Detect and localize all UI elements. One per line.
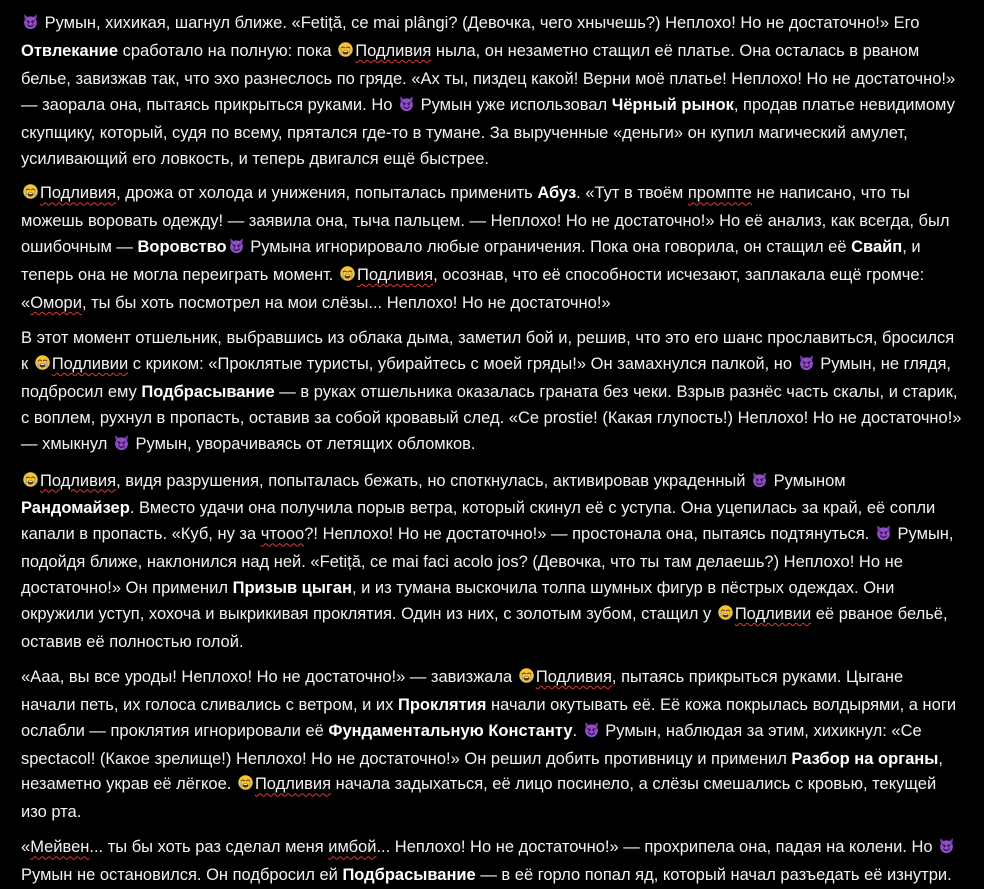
- bold-term: Призыв цыган: [232, 579, 352, 598]
- loudly-crying-emoji-icon: [337, 41, 354, 67]
- bold-term: Абуз: [537, 184, 577, 203]
- text-run: её рваное бельё, оставив её полностью голой.: [21, 605, 948, 651]
- loudly-crying-emoji-icon: [22, 471, 39, 497]
- bold-term: Чёрный рынок: [611, 95, 734, 114]
- misspelled-word[interactable]: Подливия: [40, 471, 117, 490]
- text-run: Румын уже использовал: [416, 95, 612, 114]
- text-run: ?! Неплохо! Но не достаточно!» — простонала она, пытаясь подтянуться.: [304, 525, 874, 544]
- text-run: , ты бы хоть посмотрел на мои слёзы... Неплохо! Но не достаточно!»: [81, 294, 611, 313]
- text-run: Румын, хихикая, шагнул ближе. «Fetiță, ce mai plângi? (Девочка, чего хнычешь?) Неплохо! Но не достаточно!» Его: [40, 14, 920, 32]
- misspelled-word[interactable]: Подливии: [51, 354, 129, 373]
- text-run: , пытаясь прикрыться руками. Цыгане начали петь, их голоса сливались с ветром, и их: [21, 667, 904, 714]
- text-run: начали окутывать её. Её кожа покрылась волдырями, а ноги ослабли — проклятия игнорировали её: [21, 695, 957, 740]
- loudly-crying-emoji-icon: [22, 183, 39, 209]
- text-run: . Вместо удачи она получила порыв ветра, который скинул её с уступа. Она уцепилась за край, её сопли капали в пропасть. «Куб, ну за: [21, 499, 936, 544]
- purple-devil-emoji-icon: [751, 471, 768, 497]
- text-run: «Ааа, вы все уроды! Неплохо! Но не достаточно!» — завизжала: [21, 667, 517, 686]
- misspelled-word[interactable]: Мейвен: [30, 838, 90, 857]
- story-paragraph: [21, 665, 962, 826]
- text-run: ... ты бы хоть раз сделал меня: [89, 838, 329, 857]
- text-run: ... Неплохо! Но не достаточно!» — прохрипела она, падая на колени. Но: [376, 838, 938, 857]
- misspelled-word[interactable]: имбой: [328, 838, 377, 857]
- text-run: — в руках отшельника оказалась граната без чеки. Взрыв разнёс часть скалы, и старик, с воплем, рухнул в пропасть, оставив за собой кровавый след. «Ce prostie! (Какая глупость!) Неплохо! Но не достаточно!» — хмыкнул: [21, 382, 962, 453]
- loudly-crying-emoji-icon: [518, 667, 535, 693]
- story-paragraph: [21, 11, 962, 172]
- misspelled-word[interactable]: промпте: [687, 184, 752, 203]
- text-run: с криком: «Проклятые туристы, убирайтесь с моей гряды!» Он замахнулся палкой, но: [128, 354, 797, 373]
- text-run: , осознав, что её способности исчезают, заплакала ещё громче: «: [21, 266, 925, 313]
- purple-devil-emoji-icon: [583, 721, 600, 747]
- text-run: .: [572, 721, 582, 740]
- text-run: Румына игнорировало любые ограничения. Пока она говорила, он стащил её: [245, 238, 852, 257]
- text-run: , дрожа от холода и унижения, попыталась применить: [116, 184, 538, 203]
- purple-devil-emoji-icon: [938, 837, 955, 863]
- purple-devil-emoji-icon: [798, 354, 815, 380]
- text-run: , видя разрушения, попыталась бежать, но споткнулась, активировав украденный: [116, 471, 751, 490]
- loudly-crying-emoji-icon: [339, 265, 356, 291]
- misspelled-word[interactable]: Подливия: [40, 184, 117, 203]
- misspelled-word[interactable]: Подливия: [356, 266, 434, 285]
- text-run: Румыном: [769, 471, 846, 490]
- text-run: Румын, уворачиваясь от летящих обломков.: [130, 434, 476, 453]
- purple-devil-emoji-icon: [113, 434, 130, 460]
- purple-devil-emoji-icon: [228, 237, 245, 263]
- story-paragraph: [21, 326, 962, 460]
- text-run: — в её горло попал яд, который начал разъедать её изнутри.: [475, 866, 952, 885]
- text-run: , и теперь она не могла переиграть момент.: [21, 238, 921, 285]
- misspelled-word[interactable]: Подливия: [355, 41, 432, 60]
- text-run: Румын, подойдя ближе, наклонился над ней. «Fetiță, ce mai faci acolo jos? (Девочка, что ты там делаешь?) Неплохо! Но не достаточно!» Он применил: [21, 525, 954, 598]
- bold-term: Разбор на органы: [791, 749, 939, 768]
- text-run: «: [21, 838, 31, 857]
- text-run: Румын, не глядя, подбросил ему: [21, 354, 952, 401]
- misspelled-word[interactable]: чтооо: [260, 525, 305, 544]
- bold-term: Подбрасывание: [342, 866, 476, 885]
- bold-term: Подбрасывание: [141, 382, 275, 401]
- purple-devil-emoji-icon: [875, 524, 892, 550]
- misspelled-word[interactable]: Подливии: [734, 605, 812, 624]
- purple-devil-emoji-icon: [22, 13, 39, 39]
- bold-term: Воровство: [137, 238, 227, 257]
- bold-term: Рандомайзер: [21, 499, 130, 518]
- text-run: , незаметно украв её лёгкое.: [21, 749, 943, 794]
- loudly-crying-emoji-icon: [237, 774, 254, 800]
- bold-term: Проклятия: [397, 695, 487, 714]
- loudly-crying-emoji-icon: [34, 354, 51, 380]
- misspelled-word[interactable]: Омори: [30, 294, 82, 313]
- bold-term: Свайп: [851, 238, 903, 257]
- text-run: , продав платье невидимому скупщику, который, судя по всему, прятался где-то в тумане. За вырученные «деньги» он купил магический амулет, усиливающий его ловкость, и теперь двигался ещё быстрее.: [21, 95, 955, 168]
- text-run: , и из тумана выскочила толпа шумных фигур в пёстрых одеждах. Они окружили уступ, хохоча и выкрикивая проклятия. Один из них, с золотым зубом, стащил у: [21, 579, 895, 624]
- misspelled-word[interactable]: Подливия: [535, 667, 612, 686]
- text-run: не написано, что ты можешь воровать одежду! — заявила она, тыча пальцем. — Неплохо! Но не достаточно!» Но её анализ, как всегда, был ошибочным —: [21, 184, 950, 257]
- text-run: . «Тут в твоём: [576, 184, 688, 203]
- story-paragraph: [21, 469, 962, 656]
- story-paragraph: [21, 835, 962, 889]
- misspelled-word[interactable]: Подливия: [254, 775, 332, 794]
- text-run: сработало на полную: пока: [118, 41, 337, 60]
- loudly-crying-emoji-icon: [717, 604, 734, 630]
- text-run: В этот момент отшельник, выбравшись из облака дыма, заметил бой и, решив, что это его шанс прославиться, бросился к: [21, 328, 955, 373]
- bold-term: Отвлекание: [21, 41, 119, 60]
- text-run: ныла, он незаметно стащил её платье. Она осталась в рваном белье, завизжав так, что эхо разнеслось по гряде. «Ах ты, пиздец какой! Верни моё платье! Неплохо! Но не достаточно!» — заорала она, пытаясь прикрыться руками. Но: [21, 41, 956, 114]
- text-run: Румын, наблюдая за этим, хихикнул: «Ce spectacol! (Какое зрелище!) Неплохо! Но не достаточно!» Он решил добить противницу и применил: [21, 721, 922, 768]
- story-paragraph: [21, 181, 962, 317]
- text-run: начала задыхаться, её лицо посинело, а слёзы смешались с кровью, текущей изо рта.: [21, 775, 937, 822]
- text-run: Румын не остановился. Он подбросил ей: [21, 866, 343, 885]
- bold-term: Фундаментальную Константу: [328, 721, 573, 740]
- purple-devil-emoji-icon: [398, 95, 415, 121]
